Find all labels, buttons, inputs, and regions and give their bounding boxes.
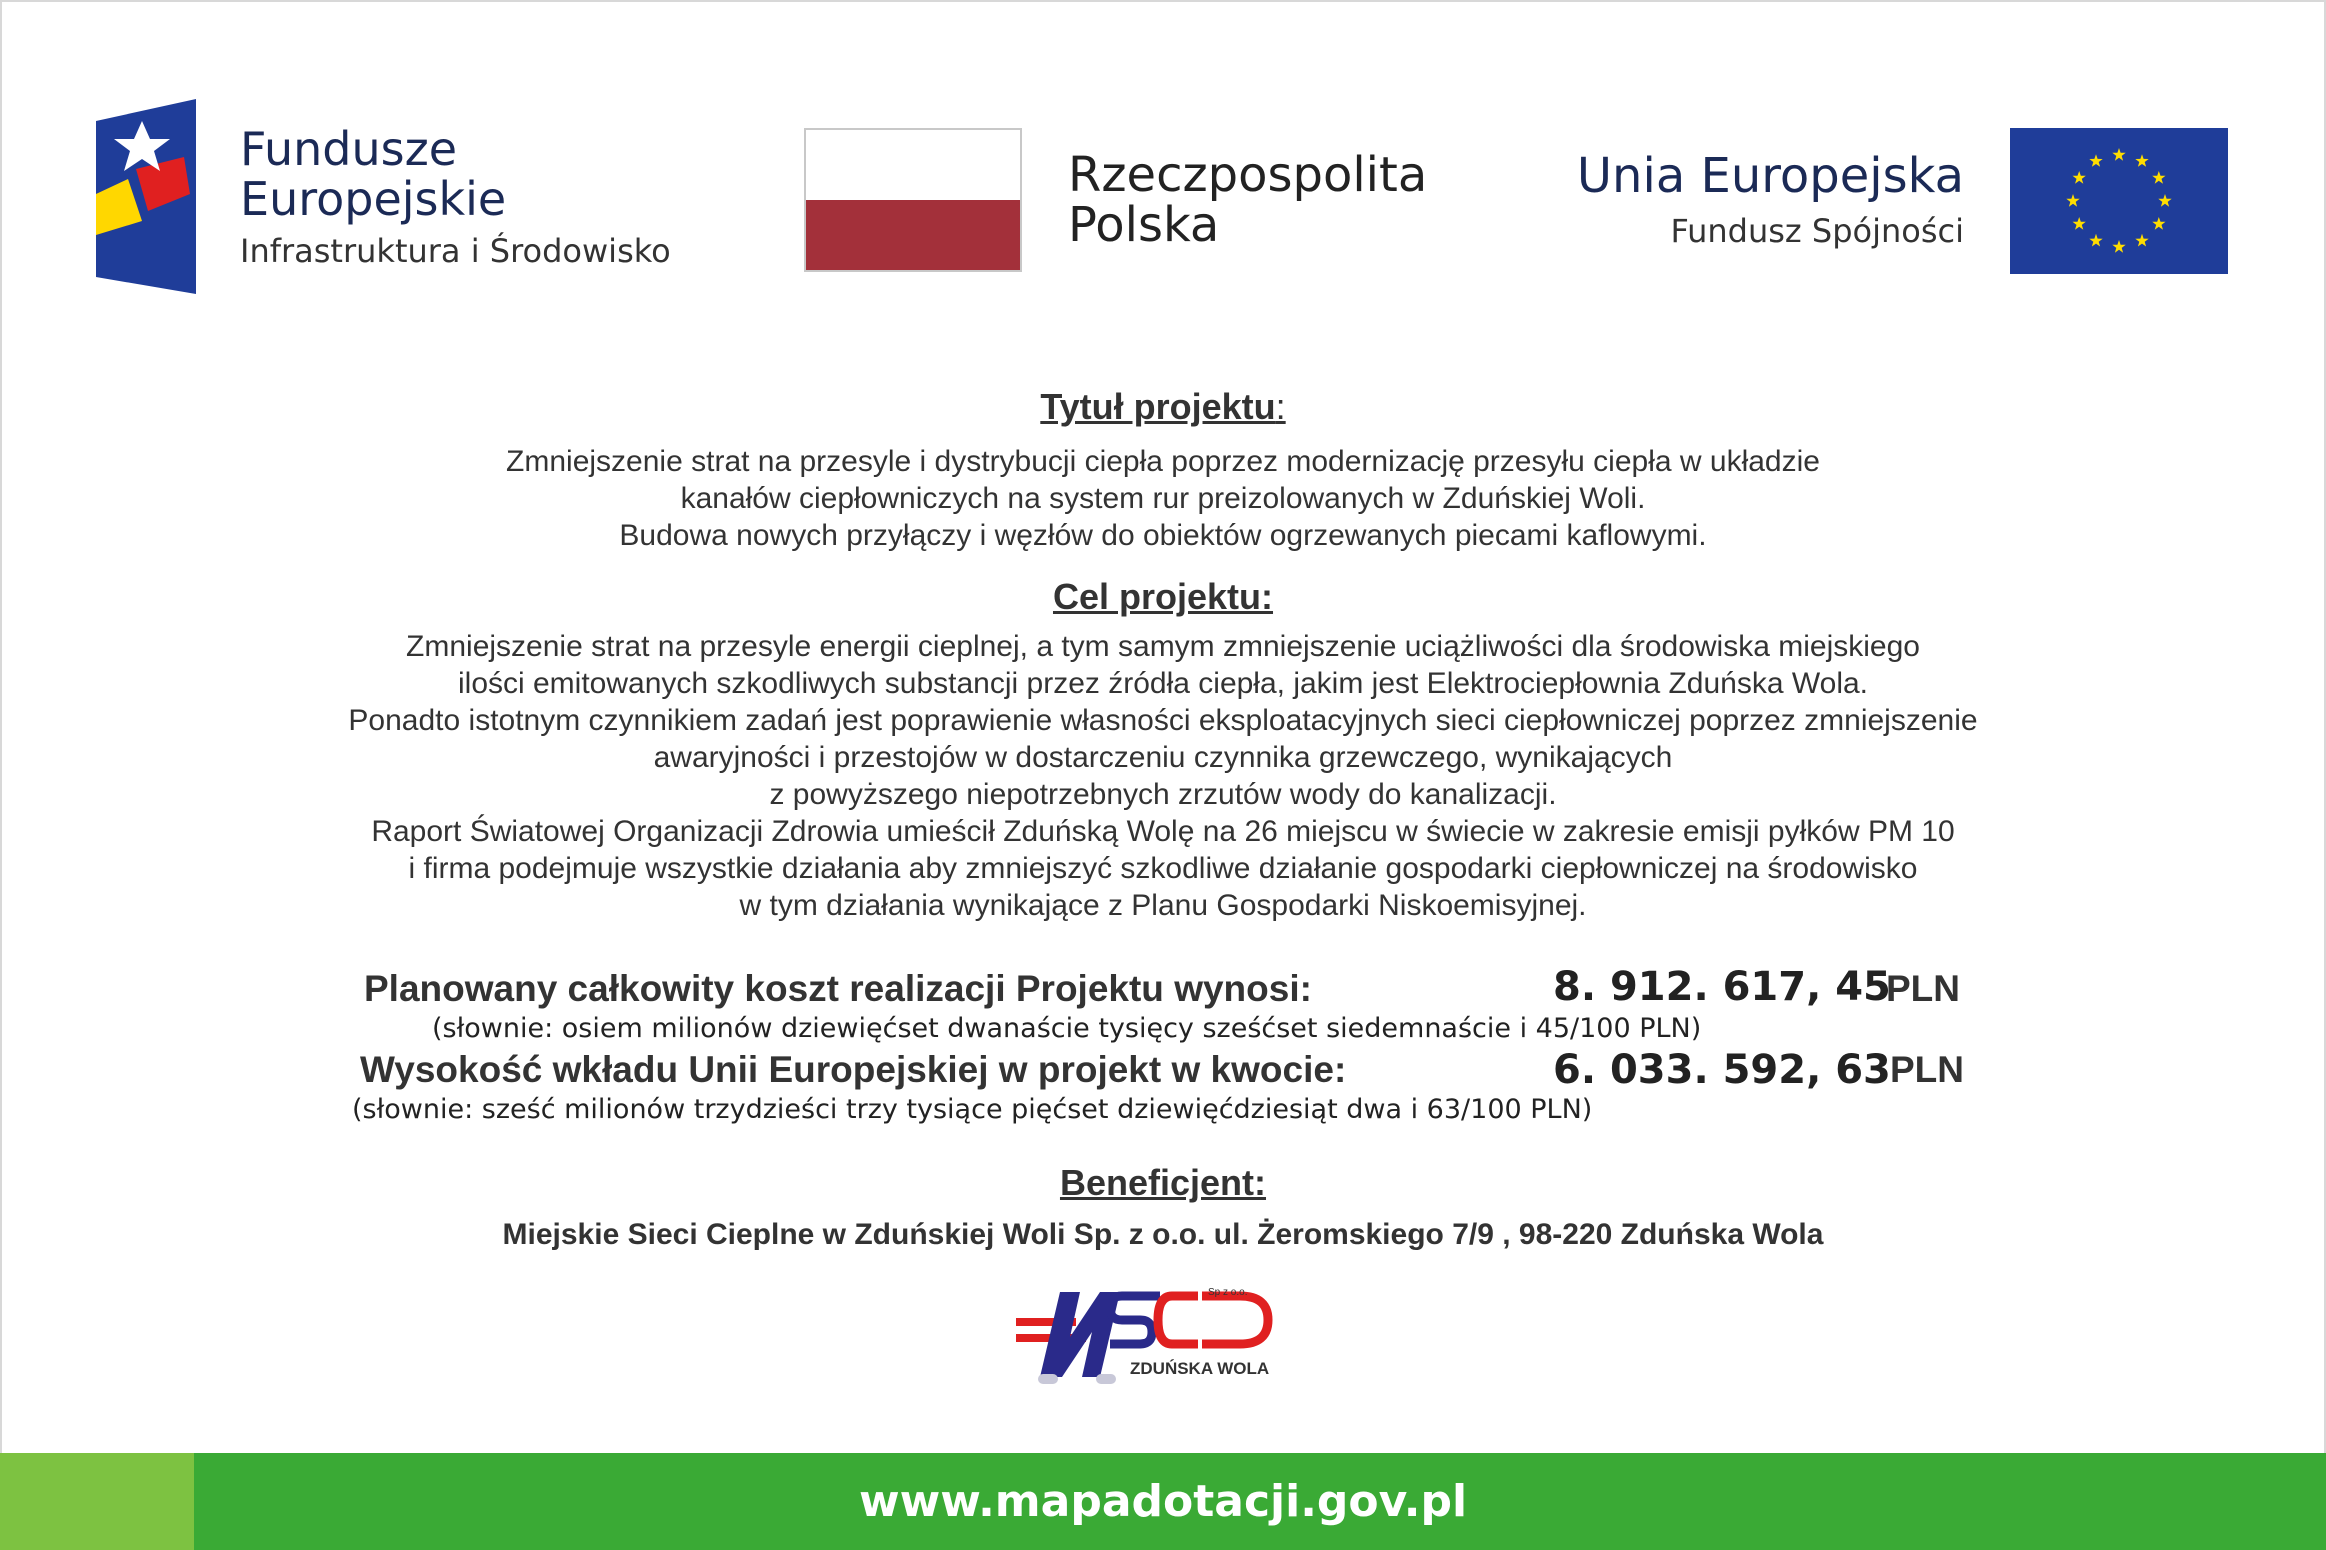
eu-contribution-words: (słownie: sześć milionów trzydzieści trzy tysiące pięćset dziewięćdziesiąt dwa i 63/100 PLN) bbox=[352, 1094, 1593, 1125]
project-goal-line: awaryjności i przestojów w dostarczeniu czynnika grzewczego, wynikających bbox=[653, 741, 1673, 774]
eu-contribution-label: Wysokość wkładu Unii Europejskiej w projekt w kwocie: bbox=[360, 1049, 1347, 1090]
project-title-line: Budowa nowych przyłączy i węzłów do obiektów ogrzewanych piecami kaflowymi. bbox=[619, 519, 1707, 552]
project-goal-line: i firma podejmuje wszystkie działania aby zmniejszyć szkodliwe działanie gospodarki ciepłowniczej na środowisko bbox=[408, 852, 1918, 885]
fe-subtitle: Infrastruktura i Środowisko bbox=[240, 232, 671, 270]
project-goal-line: Raport Światowej Organizacji Zdrowia umieścił Zduńską Wolę na 26 miejscu w świecie w zakresie emisji pyłków PM 10 bbox=[371, 815, 1955, 848]
project-goal-text bbox=[0, 628, 2326, 924]
project-title-text bbox=[0, 443, 2326, 554]
fe-title-line1: Fundusze bbox=[240, 122, 458, 176]
project-title-line: kanałów ciepłowniczych na system rur preizolowanych w Zduńskiej Woli. bbox=[680, 482, 1646, 515]
pl-line1: Rzeczpospolita bbox=[1068, 147, 1428, 203]
total-cost-words: (słownie: osiem milionów dziewięćset dwanaście tysięcy sześćset siedemnaście i 45/100 PLN) bbox=[432, 1013, 1702, 1044]
eu-flag-icon bbox=[2010, 128, 2228, 279]
total-cost-currency: PLN bbox=[1886, 968, 1960, 1009]
fe-title-line2: Europejskie bbox=[240, 172, 507, 226]
beneficiary-heading: Beneficjent: bbox=[1059, 1162, 1267, 1203]
msc-pipe-graphic bbox=[1016, 1292, 1120, 1384]
flag-white-stripe bbox=[806, 130, 1020, 200]
unia-europejska-text bbox=[1560, 148, 1964, 250]
fundusze-europejskie-text bbox=[240, 124, 671, 270]
total-cost-value: 8. 912. 617, 45 bbox=[1553, 964, 1891, 1010]
project-goal-line: Ponadto istotnym czynnikiem zadań jest poprawienie własności eksploatacyjnych sieci ciepłowniczej poprzez zmniejszenie bbox=[348, 704, 1978, 737]
msc-caption: ZDUŃSKA WOLA bbox=[1130, 1359, 1270, 1378]
footer-url-link[interactable]: www.mapadotacji.gov.pl bbox=[858, 1476, 1468, 1527]
beneficiary-name: Miejskie Sieci Cieplne w Zduńskiej Woli Sp. z o.o. ul. Żeromskiego 7/9 , 98-220 Zduńska Wola bbox=[502, 1218, 1824, 1251]
eu-contribution-currency: PLN bbox=[1890, 1049, 1964, 1090]
total-cost-label: Planowany całkowity koszt realizacji Projektu wynosi: bbox=[364, 968, 1312, 1009]
project-goal-heading: Cel projektu: bbox=[1052, 576, 1274, 617]
beneficiary-section bbox=[0, 1162, 2326, 1204]
polish-flag-icon bbox=[804, 128, 1022, 272]
project-goal-line: z powyższego niepotrzebnych zrzutów wody do kanalizacji. bbox=[769, 778, 1557, 811]
eu-subtitle: Fundusz Spójności bbox=[1670, 212, 1964, 250]
project-goal-section bbox=[0, 576, 2326, 618]
rzeczpospolita-polska-text bbox=[1068, 147, 1428, 253]
project-title-line: Zmniejszenie strat na przesyle i dystrybucji ciepła poprzez modernizację przesyłu ciepła w układzie bbox=[506, 445, 1820, 478]
pl-line2: Polska bbox=[1068, 197, 1220, 253]
msc-small-text: Sp z o.o. bbox=[1208, 1287, 1248, 1298]
footer-bar bbox=[0, 1453, 2326, 1550]
project-goal-line: Zmniejszenie strat na przesyle energii cieplnej, a tym samym zmniejszenie uciążliwości dla środowiska miejskiego bbox=[406, 630, 1920, 663]
flag-red-stripe bbox=[806, 200, 1020, 270]
project-goal-line: ilości emitowanych szkodliwych substancji przez źródła ciepła, jakim jest Elektrociepłownia Zduńska Wola. bbox=[457, 667, 1869, 700]
project-goal-line: w tym działania wynikające z Planu Gospodarki Niskoemisyjnej. bbox=[739, 889, 1587, 922]
fundusze-europejskie-flag-icon bbox=[96, 99, 196, 299]
project-title-section bbox=[0, 386, 2326, 428]
project-title-heading: Tytuł projektu: bbox=[1040, 386, 1286, 427]
eu-contribution-value: 6. 033. 592, 63 bbox=[1553, 1047, 1891, 1093]
msc-pipes-logo-icon bbox=[1010, 1282, 1310, 1397]
eu-title: Unia Europejska bbox=[1576, 148, 1964, 204]
